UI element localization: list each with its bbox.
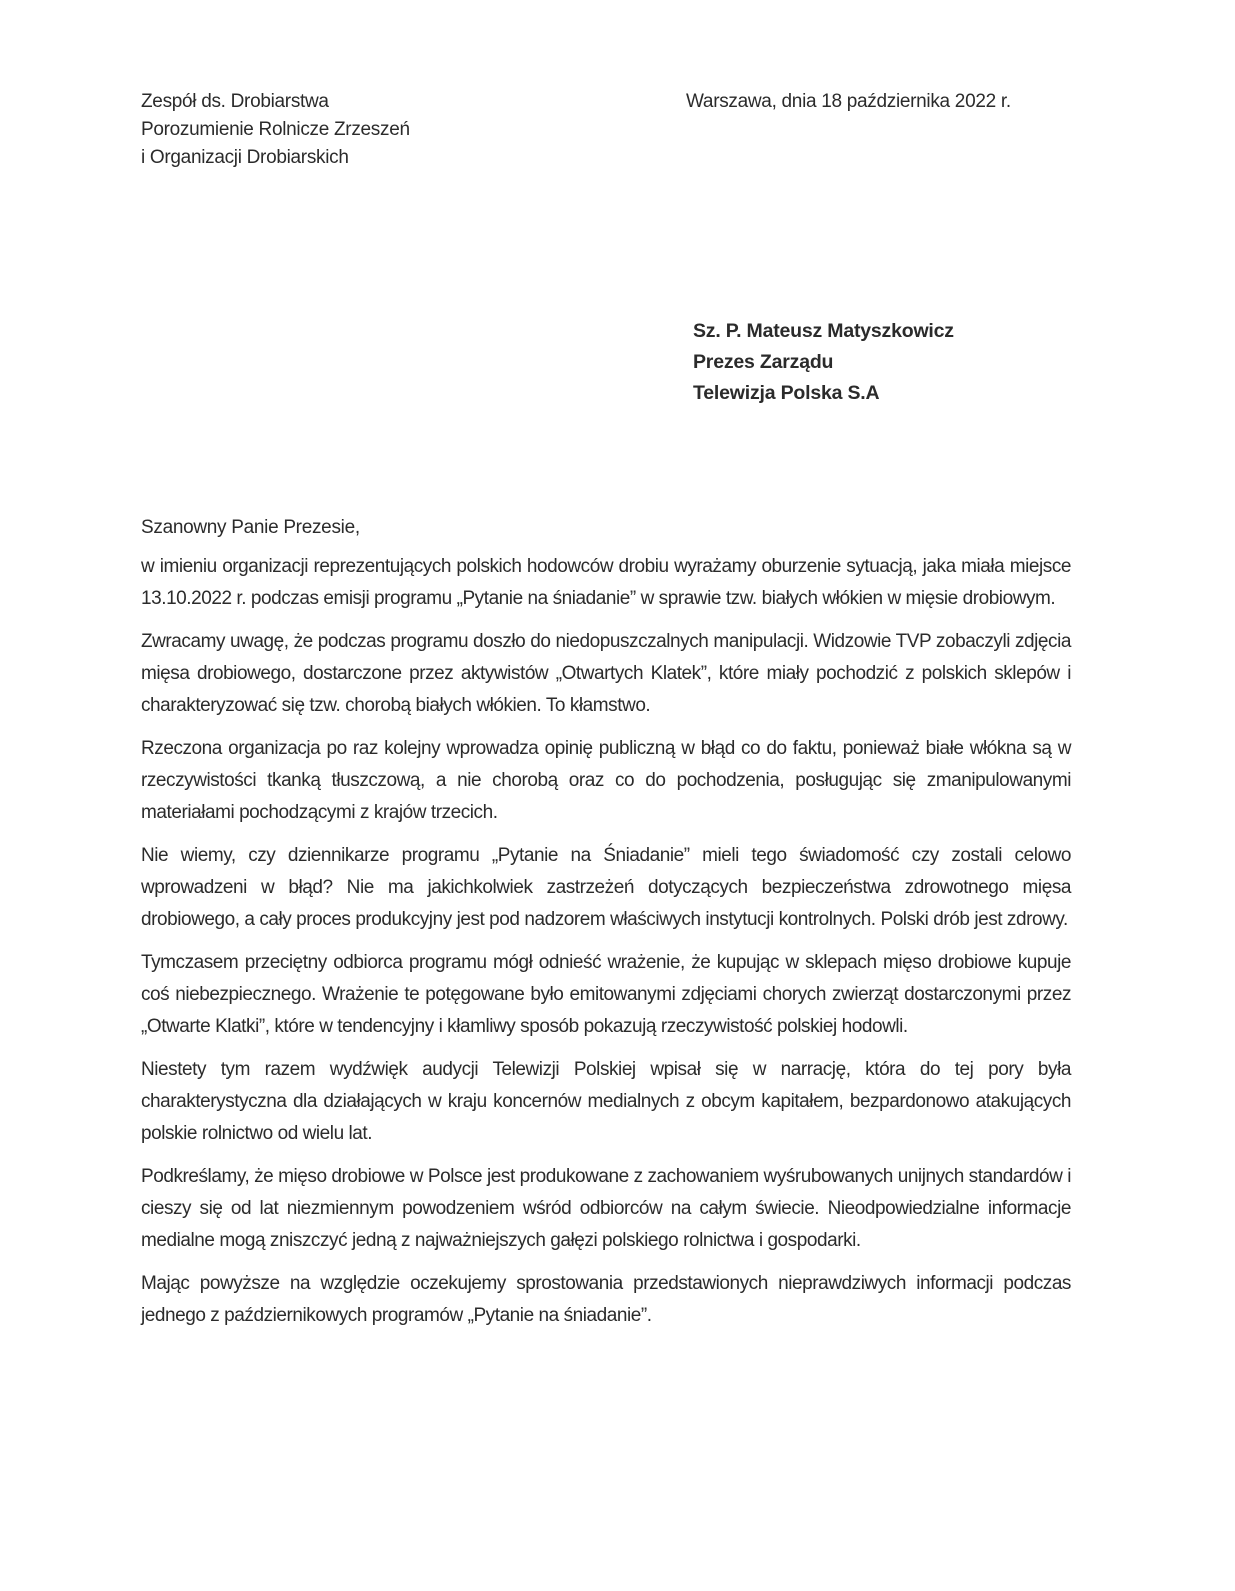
sender-line: i Organizacji Drobiarskich bbox=[141, 147, 349, 168]
letter-date: Warszawa, dnia 18 października 2022 r. bbox=[686, 91, 1011, 112]
sender-block bbox=[141, 88, 410, 172]
body-paragraph: w imieniu organizacji reprezentujących polskich hodowców drobiu wyrażamy oburzenie sytuacją, jaka miała miejsce 13.10.2022 r. podczas emisji programu „Pytanie na śniadanie” w sprawie tzw. białych włókien w mięsie drobiowym. bbox=[141, 556, 1071, 609]
body-paragraph: Tymczasem przeciętny odbiorca programu mógł odnieść wrażenie, że kupując w sklepach mięso drobiowe kupuje coś niebezpiecznego. Wrażenie te potęgowane było emitowanymi zdjęciami chorych zwierząt dostarczonymi przez „Otwarte Klatki”, które w tendencyjny i kłamliwy sposób pokazują rzeczywistość polskiej hodowli. bbox=[141, 952, 1071, 1037]
sender-line: Zespół ds. Drobiarstwa bbox=[141, 91, 329, 112]
letter-body bbox=[141, 551, 1071, 1343]
recipient-organization: Telewizja Polska S.A bbox=[693, 382, 880, 404]
body-paragraph: Podkreślamy, że mięso drobiowe w Polsce jest produkowane z zachowaniem wyśrubowanych unijnych standardów i cieszy się od lat niezmiennym powodzeniem wśród odbiorców na całym świecie. Nieodpowiedzialne informacje medialne mogą zniszczyć jedną z najważniejszych gałęzi polskiego rolnictwa i gospodarki. bbox=[141, 1166, 1071, 1251]
body-paragraph: Niestety tym razem wydźwięk audycji Telewizji Polskiej wpisał się w narrację, która do tej pory była charakterystyczna dla działających w kraju koncernów medialnych z obcym kapitałem, bezpardonowo atakujących polskie rolnictwo od wielu lat. bbox=[141, 1059, 1071, 1144]
body-paragraph: Zwracamy uwagę, że podczas programu doszło do niedopuszczalnych manipulacji. Widzowie TVP zobaczyli zdjęcia mięsa drobiowego, dostarczone przez aktywistów „Otwartych Klatek”, które miały pochodzić z polskich sklepów i charakteryzować się tzw. chorobą białych włókien. To kłamstwo. bbox=[141, 631, 1071, 716]
recipient-title: Prezes Zarządu bbox=[693, 351, 834, 373]
salutation: Szanowny Panie Prezesie, bbox=[141, 517, 360, 538]
sender-line: Porozumienie Rolnicze Zrzeszeń bbox=[141, 119, 410, 140]
recipient-name: Sz. P. Mateusz Matyszkowicz bbox=[693, 320, 954, 342]
body-paragraph: Rzeczona organizacja po raz kolejny wprowadza opinię publiczną w błąd co do faktu, ponieważ białe włókna są w rzeczywistości tkanką tłuszczową, a nie chorobą oraz co do pochodzenia, posługując się zmanipulowanymi materiałami pochodzącymi z krajów trzecich. bbox=[141, 738, 1071, 823]
recipient-block bbox=[693, 316, 954, 409]
body-paragraph: Nie wiemy, czy dziennikarze programu „Pytanie na Śniadanie” mieli tego świadomość czy zostali celowo wprowadzeni w błąd? Nie ma jakichkolwiek zastrzeżeń dotyczących bezpieczeństwa zdrowotnego mięsa drobiowego, a cały proces produkcyjny jest pod nadzorem właściwych instytucji kontrolnych. Polski drób jest zdrowy. bbox=[141, 845, 1071, 930]
body-paragraph: Mając powyższe na względzie oczekujemy sprostowania przedstawionych nieprawdziwych informacji podczas jednego z październikowych programów „Pytanie na śniadanie”. bbox=[141, 1273, 1071, 1326]
